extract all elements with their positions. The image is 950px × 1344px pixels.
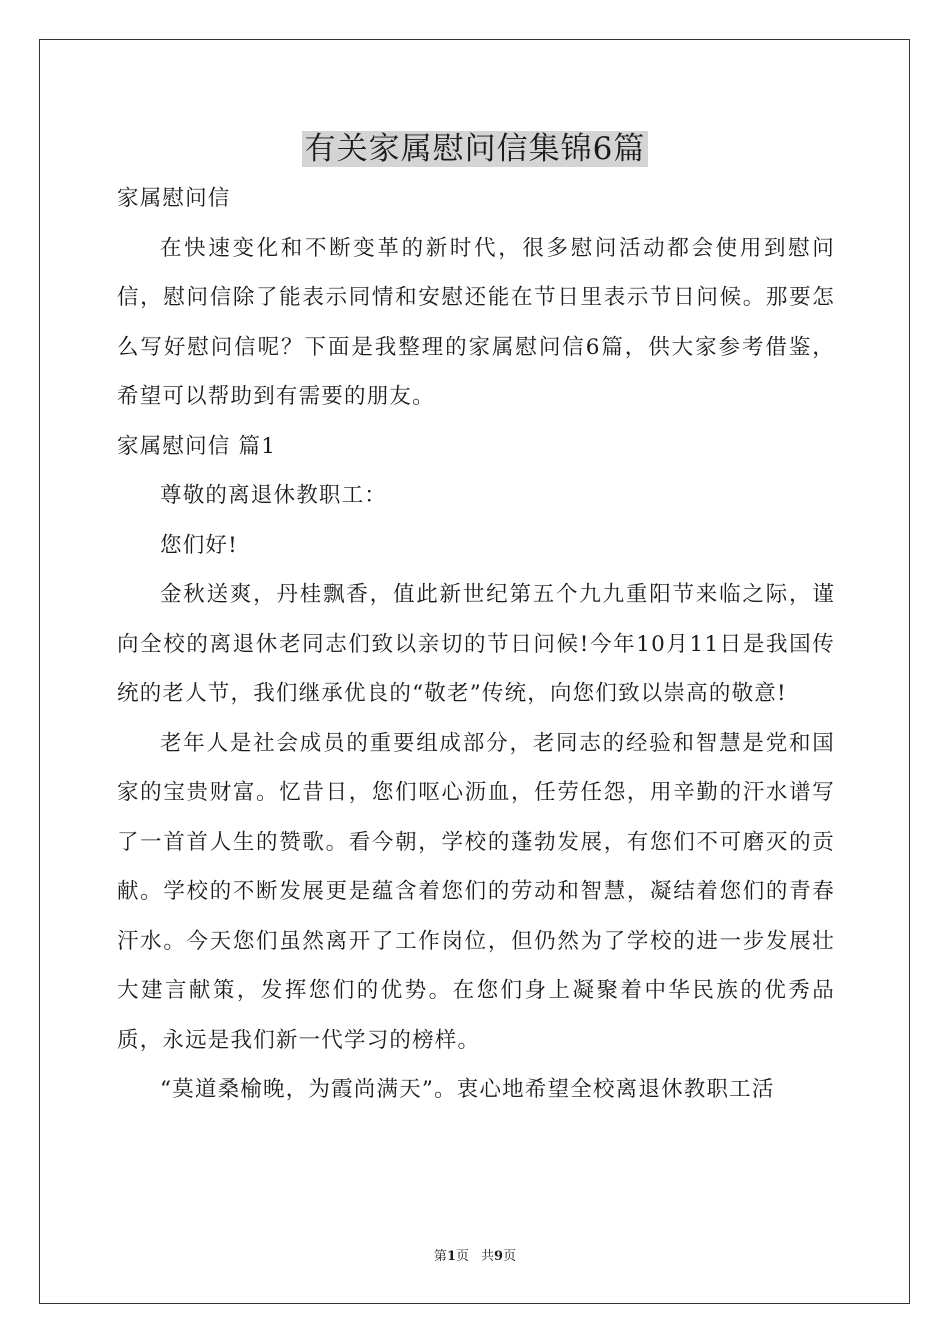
document-body bbox=[117, 174, 835, 1115]
greeting: 您们好! bbox=[160, 532, 238, 558]
total-prefix: 共 bbox=[481, 1249, 495, 1264]
section-heading: 家属慰问信 篇1 bbox=[117, 433, 277, 459]
salutation: 尊敬的离退休教职工： bbox=[160, 483, 388, 508]
document-title-text: 有关家属慰问信集锦6篇 bbox=[302, 131, 649, 167]
total-suffix: 页 bbox=[503, 1249, 517, 1264]
page-prefix: 第 bbox=[433, 1249, 447, 1264]
body-paragraph: “莫道桑榆晚，为霞尚满天”。衷心地希望全校离退休教职工活 bbox=[160, 1077, 775, 1102]
page-footer bbox=[0, 1248, 950, 1266]
body-paragraph: 老年人是社会成员的重要组成部分，老同志的经验和智慧是党和国家的宝贵财富。忆昔日，您们呕心沥血，任劳任怨，用辛勤的汗水谱写了一首首人生的赞歌。看今朝，学校的蓬勃发展，有您们不可磨灭的贡献。学校的不断发展更是蕴含着您们的劳动和智慧，凝结着您们的青春汗水。今天您们虽然离开了工作岗位，但仍然为了学校的进一步发展壮大建言献策，发挥您们的优势。在您们身上凝聚着中华民族的优秀品质，永远是我们新一代学习的榜样。 bbox=[117, 730, 835, 1053]
document-title bbox=[0, 125, 950, 173]
intro-paragraph: 在快速变化和不断变革的新时代，很多慰问活动都会使用到慰问信，慰问信除了能表示同情和安慰还能在节日里表示节日问候。那要怎么写好慰问信呢？下面是我整理的家属慰问信6篇，供大家参考借鉴，希望可以帮助到有需要的朋友。 bbox=[117, 235, 835, 409]
current-page-number: 1 bbox=[446, 1249, 456, 1264]
page-suffix: 页 bbox=[455, 1249, 469, 1264]
total-page-number: 9 bbox=[494, 1249, 504, 1264]
body-paragraph: 金秋送爽，丹桂飘香，值此新世纪第五个九九重阳节来临之际，谨向全校的离退休老同志们致以亲切的节日问候!今年10月11日是我国传统的老人节，我们继承优良的“敬老”传统，向您们致以崇高的敬意! bbox=[117, 582, 835, 706]
intro-heading: 家属慰问信 bbox=[117, 186, 231, 211]
